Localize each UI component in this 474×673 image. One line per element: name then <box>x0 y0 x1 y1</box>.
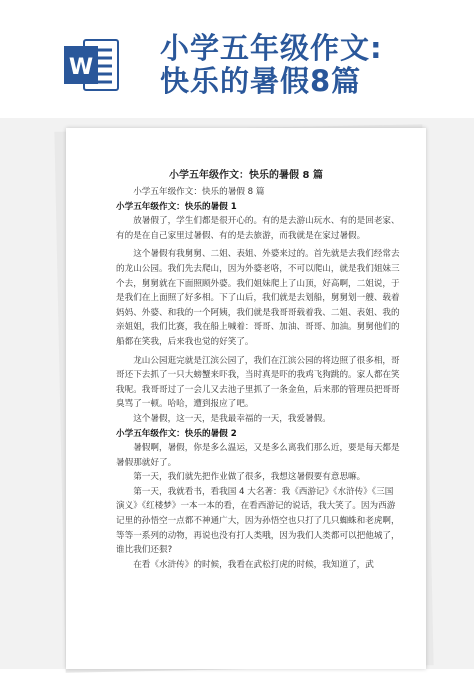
banner-title <box>160 32 460 98</box>
section-heading-2: 小学五年级作文：快乐的暑假 2 <box>116 428 237 439</box>
banner-title-line2: 快乐的暑假8篇 <box>160 64 362 98</box>
document-title: 小学五年级作文：快乐的暑假 8 篇 <box>169 170 323 181</box>
paragraph: 龙山公园逛完就是江滨公园了，我们在江滨公园的将边照了很多相，哥哥还下去抓了一只大螃蟹来吓我，当时真是吓的我鸡飞狗跳的。家人都在笑我呢。我哥哥过了一会儿又去池子里抓了一条金鱼，后来那的管理员把哥哥臭骂了一顿。哈哈，遭到报应了吧。 <box>116 355 400 410</box>
document-subtitle: 小学五年级作文：快乐的暑假 8 篇 <box>133 187 265 197</box>
word-icon <box>60 34 122 96</box>
paragraph: 这个暑假有我舅舅、二姐、表姐、外婆来过的。首先就是去我们经常去的龙山公园。我们先去爬山，因为外婆老咯，不可以爬山，就是我们姐妹三个去，舅舅就在下面照顾外婆。我们姐妹爬上了山顶，好高啊，二姐说，于是我们在上面照了好多相。下了山后，我们就是去划船，舅舅划一艘、载着妈妈、外婆、和我的一个阿姨，我们就是我哥哥载着我、二姐、表姐、我的亲姐姐，我们比赛，我在船上喊着：哥哥、加油、哥哥、加油。舅舅他们的船都在笑我，后来我也觉的好笑了。 <box>116 249 400 347</box>
paragraph: 在看《水浒传》的时候，我看在武松打虎的时候，我知道了，武 <box>133 559 374 570</box>
paragraph: 放暑假了，学生们都是很开心的。有的是去游山玩水、有的是回老家、有的是在自己家里过暑假、有的是去旅游，而我就是在家过暑假。 <box>116 216 400 241</box>
paragraph: 暑假啊，暑假，你是多么温运，又是多么离我们那么近，要是每天都是暑假那就好了。 <box>116 443 400 468</box>
document-body <box>116 185 400 572</box>
banner <box>0 0 474 118</box>
svg-text:W: W <box>68 55 94 80</box>
paragraph: 第一天，我就看书，看我国 4 大名著：我《西游记》《水浒传》《三国演义》《红楼梦》一本一本的看，在看西游记的说话，我大笑了。因为西游记里的孙悟空一点都不神通广大，因为孙悟空也只打了几只蜘蛛和老虎啊，等等一系列的动物，再说也没有打人类哦，因为我们人类都可以把他城了，谁比我们还狠? <box>116 486 400 556</box>
section-heading-1: 小学五年级作文：快乐的暑假 1 <box>116 201 237 212</box>
document-page <box>66 128 426 669</box>
paragraph: 这个暑假，这一天，是我最幸福的一天，我爱暑假。 <box>133 413 331 424</box>
banner-title-line1: 小学五年级作文: <box>160 31 383 65</box>
paragraph: 第一天，我们就先把作业做了很多，我想这暑假要有意思嘛。 <box>133 472 366 483</box>
